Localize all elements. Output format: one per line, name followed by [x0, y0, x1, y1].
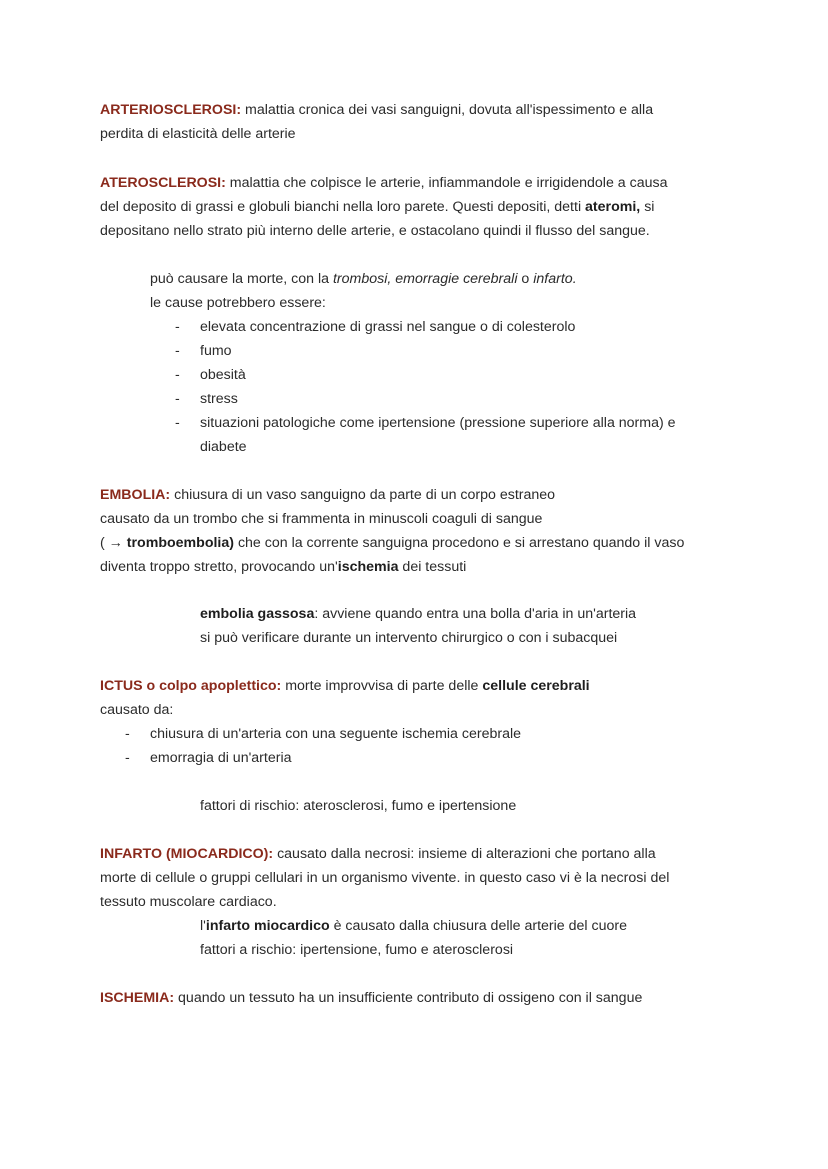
bullet-dash: - [175, 367, 180, 383]
aterosclerosi-causes-intro: le cause potrebbero essere: [150, 295, 326, 311]
embolia-gassosa-line-2: si può verificare durante un intervento chirurgico o con i subacquei [200, 630, 618, 646]
infarto-sub-text: è causato dalla chiusura delle arterie del cuore [329, 918, 627, 934]
embolia-text-3: dei tessuti [398, 559, 467, 575]
ictus-term: ICTUS o colpo apoplettico: [100, 678, 282, 694]
bullet-dash: - [175, 343, 180, 359]
bullet-dash: - [175, 391, 180, 407]
ischemia-line-1 [100, 988, 642, 1008]
embolia-definition: chiusura di un vaso sanguigno da parte di un corpo estraneo [170, 487, 556, 503]
ictus-line-2: causato da: [100, 702, 174, 718]
ictus-risk-factors: fattori di rischio: aterosclerosi, fumo e ipertensione [200, 798, 517, 814]
aterosclerosi-term: ATEROSCLEROSI: [100, 175, 226, 191]
infarto-line-3: tessuto muscolare cardiaco. [100, 894, 277, 910]
embolia-line-4 [100, 557, 466, 577]
ictus-definition: morte improvvisa di parte delle [281, 678, 483, 694]
embolia-gassosa-line-1 [200, 604, 636, 624]
embolia-gassosa-bold: embolia gassosa [200, 606, 315, 622]
ateromi-bold: ateromi, [585, 199, 641, 215]
list-item: stress [200, 391, 238, 407]
aterosclerosi-line-1 [100, 173, 667, 193]
list-item: obesità [200, 367, 246, 383]
infarto-sub-prefix: l' [200, 918, 206, 934]
ictus-line-1 [100, 676, 590, 696]
bullet-dash: - [125, 726, 130, 742]
consequences-italic-1: trombosi, emorragie cerebrali [332, 271, 518, 287]
infarto-sub-2: fattori a rischio: ipertensione, fumo e aterosclerosi [200, 942, 514, 958]
arteriosclerosi-definition: malattia cronica dei vasi sanguigni, dovuta all'ispessimento e alla [241, 102, 654, 118]
aterosclerosi-line-3: depositano nello strato più interno delle arterie, e ostacolano quindi il flusso del sangue. [100, 223, 650, 239]
list-item: fumo [200, 343, 232, 359]
embolia-line-2: causato da un trombo che si frammenta in minuscoli coaguli di sangue [100, 511, 543, 527]
embolia-text: che con la corrente sanguigna procedono e si arrestano quando il vaso [234, 535, 685, 551]
consequences-italic-2: infarto. [533, 271, 577, 287]
ischemia-bold: ischemia [337, 559, 399, 575]
bullet-dash: - [125, 750, 130, 766]
consequences-text: può causare la morte, con la [150, 271, 333, 287]
embolia-line-3 [100, 533, 684, 553]
embolia-gassosa-text: : avviene quando entra una bolla d'aria in un'arteria [314, 606, 637, 622]
embolia-line-1 [100, 485, 555, 505]
list-item-continuation: diabete [200, 439, 247, 455]
infarto-line-2: morte di cellule o gruppi cellulari in un organismo vivente. in questo caso vi è la necrosi del [100, 870, 670, 886]
ischemia-term: ISCHEMIA: [100, 990, 175, 1006]
aterosclerosi-line-2 [100, 197, 654, 217]
arteriosclerosi-line-1 [100, 100, 653, 120]
infarto-term: INFARTO (MIOCARDICO): [100, 846, 274, 862]
arteriosclerosi-line-2: perdita di elasticità delle arterie [100, 126, 296, 142]
infarto-definition: causato dalla necrosi: insieme di alterazioni che portano alla [273, 846, 656, 862]
aterosclerosi-text: del deposito di grassi e globuli bianchi nella loro parete. Questi depositi, detti [100, 199, 586, 215]
list-item: emorragia di un'arteria [150, 750, 292, 766]
list-item: elevata concentrazione di grassi nel sangue o di colesterolo [200, 319, 576, 335]
embolia-text-2: diventa troppo stretto, provocando un' [100, 559, 338, 575]
cellule-cerebrali-bold: cellule cerebrali [482, 678, 590, 694]
bullet-dash: - [175, 319, 180, 335]
arteriosclerosi-term: ARTERIOSCLEROSI: [100, 102, 242, 118]
aterosclerosi-consequences [150, 269, 577, 289]
ischemia-definition: quando un tessuto ha un insufficiente contributo di ossigeno con il sangue [174, 990, 643, 1006]
infarto-line-1 [100, 844, 656, 864]
list-item: situazioni patologiche come ipertensione (pressione superiore alla norma) e [200, 415, 676, 431]
tromboembolia-bold: tromboembolia) [126, 535, 234, 551]
arrow-prefix: ( → [100, 535, 127, 551]
aterosclerosi-text-end: si [640, 199, 655, 215]
embolia-term: EMBOLIA: [100, 487, 171, 503]
infarto-miocardico-bold: infarto miocardico [205, 918, 330, 934]
consequences-or: o [517, 271, 534, 287]
bullet-dash: - [175, 415, 180, 431]
list-item: chiusura di un'arteria con una seguente ischemia cerebrale [150, 726, 522, 742]
infarto-sub-1 [200, 916, 627, 936]
aterosclerosi-definition: malattia che colpisce le arterie, infiammandole e irrigidendole a causa [225, 175, 668, 191]
